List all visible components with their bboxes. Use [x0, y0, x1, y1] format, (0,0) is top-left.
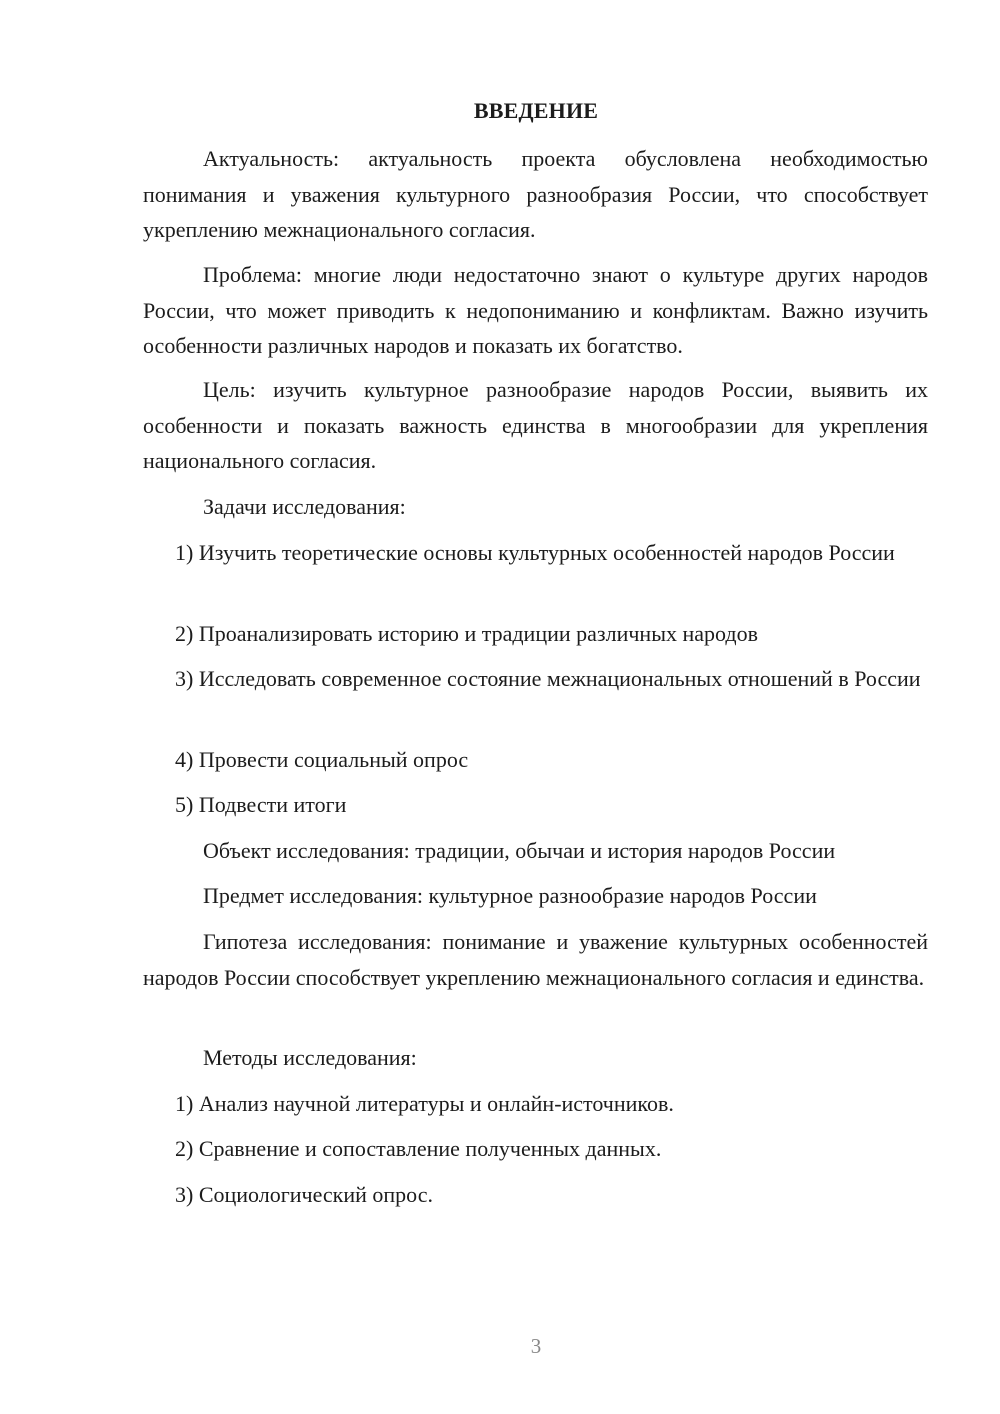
- task-item-3: 3) Исследовать современное состояние межнациональных отношений в России: [175, 666, 921, 691]
- page-number: 3: [530, 1334, 542, 1358]
- tasks-heading: Задачи исследования:: [203, 494, 406, 519]
- method-item-1: 1) Анализ научной литературы и онлайн-источников.: [175, 1091, 674, 1116]
- relevance-paragraph: Актуальность: актуальность проекта обусловлена необходимостью понимания и уважения культурного разнообразия России, что способствует укреплению межнационального согласия.: [143, 146, 928, 242]
- hypothesis-paragraph: Гипотеза исследования: понимание и уважение культурных особенностей народов России способствует укреплению межнационального согласия и единства.: [143, 929, 928, 990]
- task-item-4: 4) Провести социальный опрос: [175, 747, 469, 772]
- problem-paragraph: Проблема: многие люди недостаточно знают о культуре других народов России, что может приводить к недопониманию и конфликтам. Важно изучить особенности различных народов и показать их богатство.: [143, 262, 928, 358]
- task-item-1: 1) Изучить теоретические основы культурных особенностей народов России: [175, 540, 895, 565]
- page-title: ВВЕДЕНИЕ: [473, 98, 599, 123]
- goal-paragraph: Цель: изучить культурное разнообразие народов России, выявить их особенности и показать важность единства в многообразии для укрепления национального согласия.: [143, 377, 928, 473]
- method-item-2: 2) Сравнение и сопоставление полученных данных.: [175, 1136, 662, 1161]
- task-item-2: 2) Проанализировать историю и традиции различных народов: [175, 621, 758, 646]
- task-item-5: 5) Подвести итоги: [175, 792, 347, 817]
- method-item-3: 3) Социологический опрос.: [175, 1182, 433, 1207]
- subject-paragraph: Предмет исследования: культурное разнообразие народов России: [203, 883, 817, 908]
- object-paragraph: Объект исследования: традиции, обычаи и история народов России: [203, 838, 836, 863]
- methods-heading: Методы исследования:: [203, 1045, 417, 1070]
